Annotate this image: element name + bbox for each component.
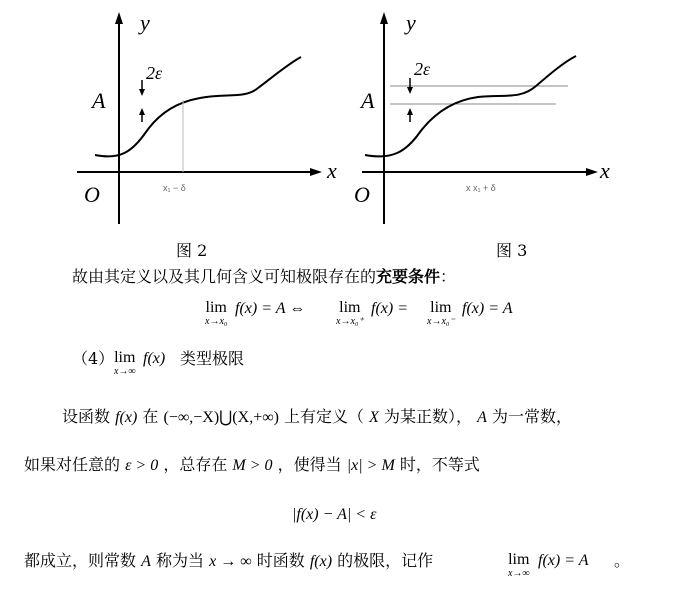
fig2-caption: 图 2: [176, 241, 208, 260]
formula1-lim3: lim x→x₀⁻: [427, 299, 455, 327]
fig2-y-arrow: [115, 12, 123, 24]
sentence1-bold: 充要条件: [376, 267, 441, 286]
fig3-x-arrow: [586, 168, 598, 176]
formula1-expr1: f(x) = A ⇔: [235, 300, 306, 317]
fig3-eps-label: 2ε: [414, 59, 431, 79]
section-expr: f(x): [143, 350, 166, 367]
formula1-lim2: lim x→x₀⁺: [336, 299, 364, 327]
fig3-caption: 图 3: [496, 241, 528, 260]
paragraph-3: 都成立，则常数 A 称为当 x → ∞ 时函数 f(x) 的极限，记作: [24, 551, 434, 570]
fig3-eps-arrowhead-down: [407, 87, 413, 94]
section-number: （4）: [72, 349, 115, 368]
formula1-expr2: f(x) =: [371, 300, 408, 317]
fig3-eps-arrowhead-up: [407, 108, 413, 115]
fig3-a-label: A: [361, 88, 375, 113]
sentence1-suffix: ：: [440, 267, 457, 286]
fig3-curve: [365, 56, 576, 156]
fig2-eps-arrowhead-up: [139, 108, 145, 115]
section-lim: lim x→∞: [114, 349, 136, 377]
fig2-a-label: A: [92, 88, 106, 113]
fig2-eps-arrowhead-down: [139, 89, 145, 96]
paragraph-3-end: 。: [614, 551, 631, 570]
paragraph-3-lim: lim x→∞: [508, 551, 530, 579]
fig2-eps-label: 2ε: [146, 63, 163, 83]
paragraph-2: 如果对任意的 ε > 0 ，总存在 M > 0 ，使得当 |x| > M 时，不等式: [24, 455, 480, 474]
fig2-curve: [95, 57, 301, 156]
figure-2: [77, 12, 322, 224]
formula1-expr3: f(x) = A: [462, 300, 513, 317]
fig3-tick-label: x x₁ + δ: [466, 183, 496, 193]
section-title: 类型极限: [180, 349, 245, 368]
fig3-origin-label: O: [354, 182, 370, 207]
paragraph-1: 设函数 f(x) 在 (−∞,−X)⋃(X,+∞) 上有定义（ X 为某正数）， A 为一常数，: [62, 407, 573, 426]
paragraph-3-expr: f(x) = A: [538, 552, 589, 569]
fig2-origin-label: O: [84, 182, 100, 207]
sentence1-prefix: 故由其定义以及其几何含义可知极限存在的: [72, 267, 377, 286]
fig2-x-label: x: [327, 158, 337, 183]
fig3-x-label: x: [600, 158, 610, 183]
fig3-y-label: y: [406, 10, 416, 35]
inequality: |f(x) − A| < ε: [292, 506, 377, 523]
formula1-lim1: lim x→x₀: [205, 299, 228, 327]
fig2-tick-label: x₁ − δ: [163, 183, 186, 193]
fig2-y-label: y: [140, 10, 150, 35]
fig3-y-arrow: [380, 12, 388, 24]
fig2-x-arrow: [310, 168, 322, 176]
sentence-necessary-sufficient: [72, 268, 456, 286]
